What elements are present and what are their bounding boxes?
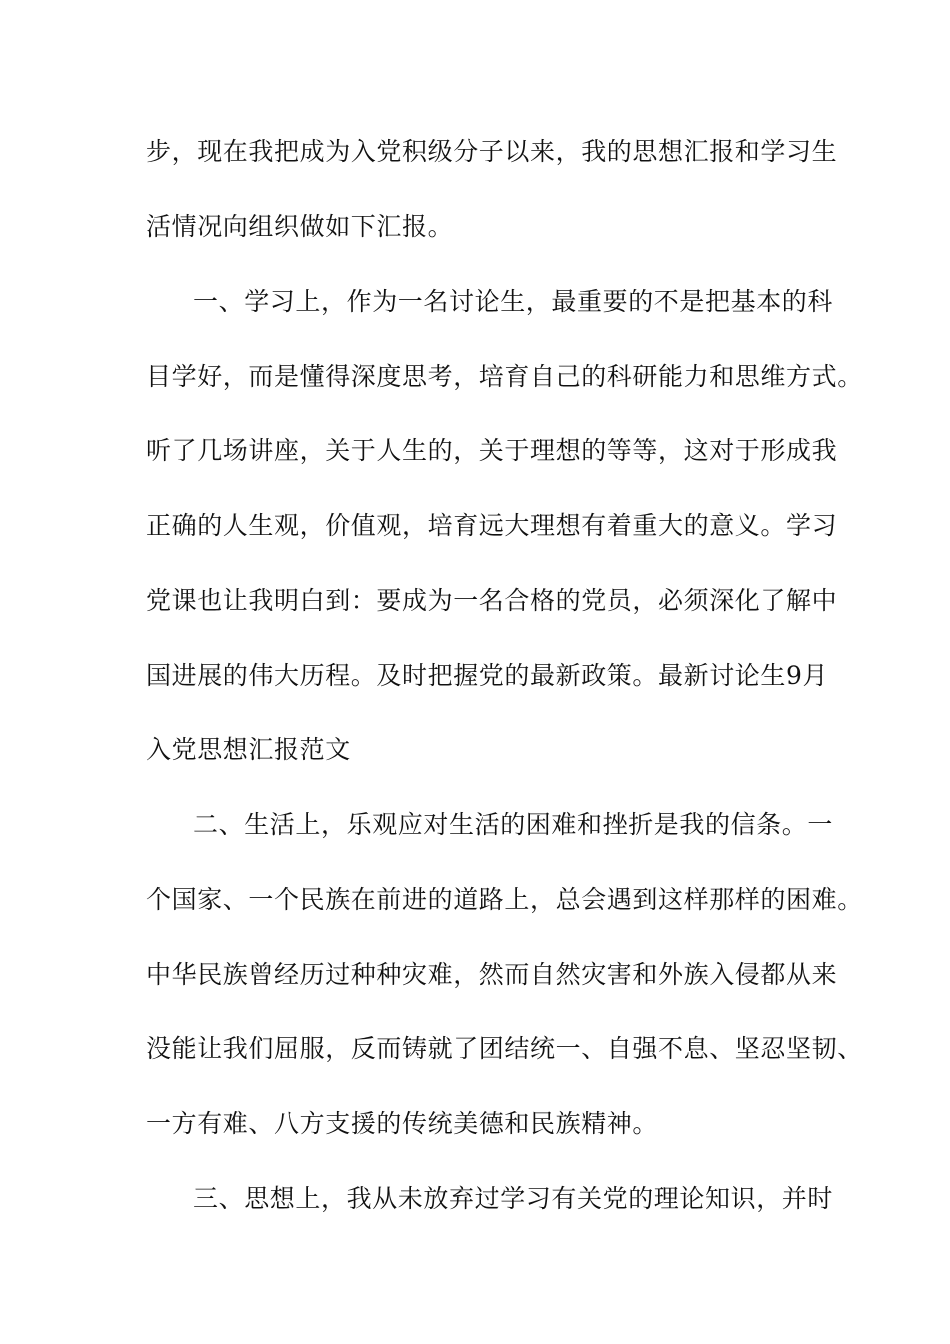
- text-line: 目学好，而是懂得深度思考，培育自己的科研能力和思维方式。: [146, 362, 863, 391]
- text-line: 正确的人生观，价值观，培育远大理想有着重大的意义。学习: [146, 511, 838, 540]
- text-line: 步，现在我把成为入党积级分子以来，我的思想汇报和学习生: [146, 137, 838, 166]
- paragraph-first-line: 三、思想上，我从未放弃过学习有关党的理论知识，并时: [193, 1184, 834, 1213]
- text-line: 没能让我们屈服，反而铸就了团结统一、自强不息、坚忍坚韧、: [146, 1034, 863, 1063]
- text-line: 中华民族曾经历过种种灾难，然而自然灾害和外族入侵都从来: [146, 960, 838, 989]
- text-line: 一方有难、八方支援的传统美德和民族精神。: [146, 1109, 659, 1138]
- paragraph-first-line: 二、生活上，乐观应对生活的困难和挫折是我的信条。一: [193, 810, 834, 839]
- text-line: 听了几场讲座，关于人生的，关于理想的等等，这对于形成我: [146, 436, 838, 465]
- text-line: 国进展的伟大历程。及时把握党的最新政策。最新讨论生9月: [146, 661, 829, 690]
- text-line: 活情况向组织做如下汇报。: [146, 212, 454, 241]
- text-line: 入党思想汇报范文: [146, 735, 351, 764]
- text-line: 个国家、一个民族在前进的道路上，总会遇到这样那样的困难。: [146, 885, 863, 914]
- paragraph-first-line: 一、学习上，作为一名讨论生，最重要的不是把基本的科: [193, 287, 834, 316]
- text-line: 党课也让我明白到：要成为一名合格的党员，必须深化了解中: [146, 586, 838, 615]
